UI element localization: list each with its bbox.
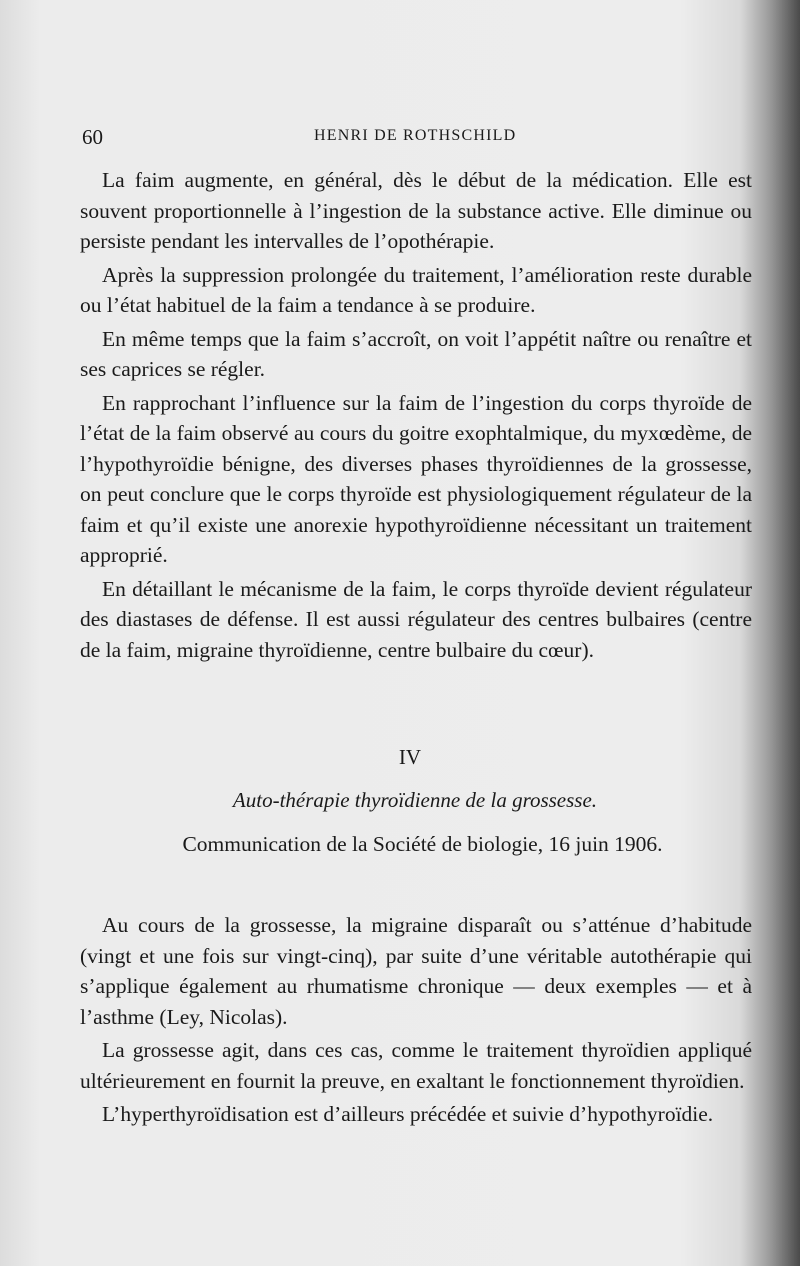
paragraph: Au cours de la grossesse, la migraine disparaît ou s’atténue d’habitude (vingt et une fois sur vingt-cinq), par suite d’une véritable autothérapie qui s’applique également au rhumatisme chronique — deux exemples — et à l’asthme (Ley, Nicolas). [80, 913, 752, 1029]
paragraph: La faim augmente, en général, dès le début de la médication. Elle est souvent proportionnelle à l’ingestion de la substance active. Elle diminue ou persiste pendant les intervalles de l’opothérapie. [80, 168, 752, 253]
paragraph: La grossesse agit, dans ces cas, comme le traitement thyroïdien appliqué ultérieurement en fournit la preuve, en exaltant le fonctionnement thyroïdien. [80, 1038, 752, 1093]
communication-line: Communication de la Société de biologie, 16 juin 1906. [182, 832, 663, 856]
paragraph: L’hyperthyroïdisation est d’ailleurs précédée et suivie d’hypothyroïdie. [102, 1102, 714, 1126]
paragraph: En détaillant le mécanisme de la faim, le corps thyroïde devient régulateur des diastases de défense. Il est aussi régulateur des centres bulbaires (centre de la faim, migraine thyroïdienne, centre bulbaire du cœur). [80, 576, 752, 662]
page-number: 60 [82, 125, 103, 149]
paragraph: En même temps que la faim s’accroît, on voit l’appétit naître ou renaître et ses caprices se régler. [80, 326, 752, 381]
text-block-faim [80, 165, 752, 668]
text-block-grossesse [80, 910, 752, 1133]
running-head: HENRI DE ROTHSCHILD [314, 127, 517, 144]
paragraph: Après la suppression prolongée du traitement, l’amélioration reste durable ou l’état habituel de la faim a tendance à se produire. [80, 262, 752, 317]
section-title: Auto-thérapie thyroïdienne de la grossesse. [232, 788, 598, 812]
page-header [82, 125, 740, 149]
section-numeral: IV [398, 745, 422, 769]
paragraph: En rapprochant l’influence sur la faim de l’ingestion du corps thyroïde de l’état de la faim observé au cours du goitre exophtalmique, du myxœdème, de l’hypothyroïdie bénigne, des diverses phases thyroïdiennes de la grossesse, on peut conclure que le corps thyroïde est physiologiquement régulateur de la faim et qu’il existe une anorexie hypothyroïdienne nécessitant un traitement approprié. [80, 390, 752, 567]
